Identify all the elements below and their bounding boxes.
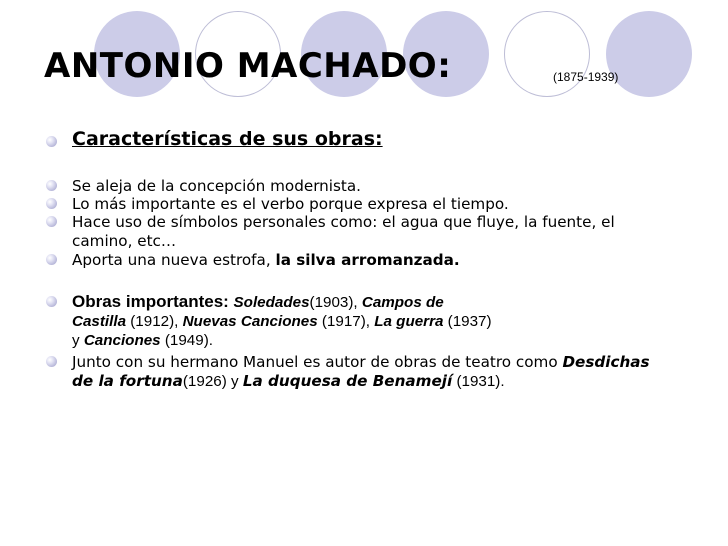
bullet-icon	[46, 356, 57, 367]
work-desdichas-1: Desdichas	[562, 353, 650, 371]
year-guerra: (1937)	[443, 313, 492, 330]
bullet-symbols-line1: Hace uso de símbolos personales como: el agua que fluye, la fuente, el	[72, 213, 615, 231]
bullet-icon	[46, 198, 57, 209]
work-soledades: Soledades	[233, 294, 310, 311]
bullet-icon	[46, 296, 57, 307]
theatre-line1	[72, 354, 650, 370]
slide-title: ANTONIO MACHADO:	[44, 46, 452, 86]
work-campos-1: Campos de	[361, 294, 444, 311]
work-campos-2: Castilla	[72, 313, 127, 330]
year-soledades: (1903),	[309, 294, 362, 311]
life-dates: (1875-1939)	[553, 70, 619, 84]
bullet-icon	[46, 180, 57, 191]
work-nuevas-canciones: Nuevas Canciones	[182, 313, 318, 330]
year-nuevas: (1917),	[317, 313, 375, 330]
year-canciones: (1949).	[160, 332, 213, 349]
theatre-text: Junto con su hermano Manuel es autor de obras de teatro como	[72, 353, 563, 371]
decor-circle-5	[504, 11, 590, 97]
section-heading: Características de sus obras:	[72, 128, 383, 150]
bullet-icon	[46, 136, 57, 147]
work-la-guerra: La guerra	[374, 313, 444, 330]
works-label: Obras importantes:	[72, 292, 234, 311]
work-desdichas-2: de la fortuna	[72, 372, 183, 390]
stanza-text: Aporta una nueva estrofa,	[72, 251, 276, 269]
year-duquesa: (1931).	[452, 373, 505, 390]
conj-y: y	[72, 332, 84, 349]
bullet-stanza	[72, 252, 460, 268]
stanza-name: la silva arromanzada.	[275, 251, 460, 269]
works-line2	[72, 314, 492, 330]
work-canciones: Canciones	[83, 332, 161, 349]
year-campos: (1912),	[126, 313, 183, 330]
bullet-verb: Lo más importante es el verbo porque expresa el tiempo.	[72, 195, 509, 213]
bullet-modernism: Se aleja de la concepción modernista.	[72, 177, 362, 195]
bullet-icon	[46, 254, 57, 265]
works-line1	[72, 294, 444, 311]
year-desdichas: (1926) y	[182, 373, 243, 390]
work-duquesa: La duquesa de Benamejí	[242, 372, 453, 390]
theatre-line2	[72, 373, 505, 390]
decor-circle-6	[606, 11, 692, 97]
bullet-symbols-line2: camino, etc…	[72, 232, 177, 250]
works-line3	[72, 333, 213, 349]
bullet-icon	[46, 216, 57, 227]
